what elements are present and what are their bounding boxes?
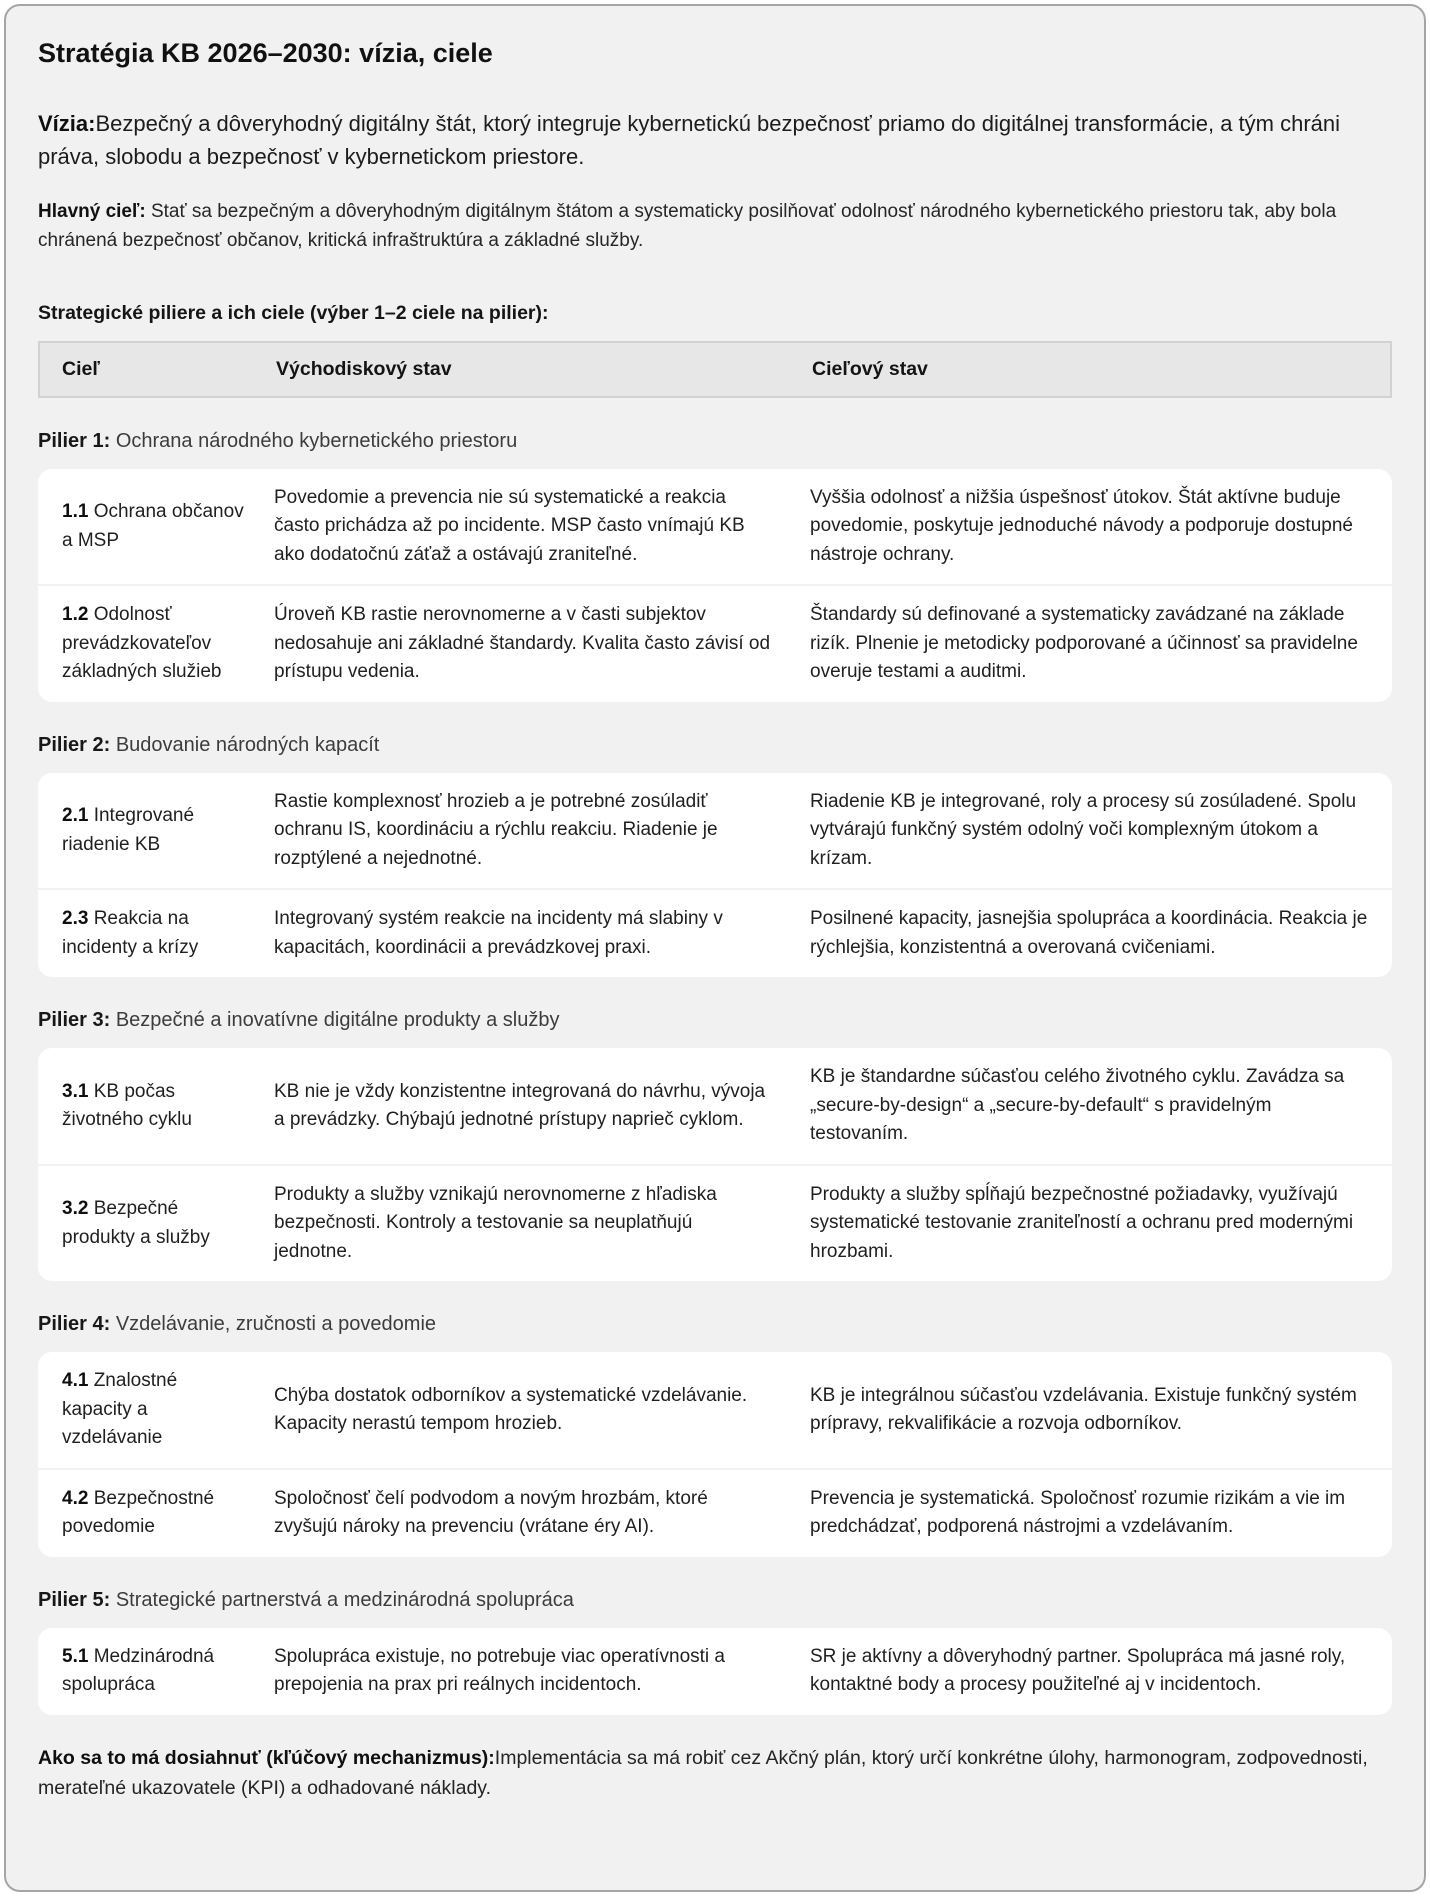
pillar-section-label <box>38 430 1392 453</box>
table-row <box>38 584 1392 702</box>
pillar-title: Bezpečné a inovatívne digitálne produkty a služby <box>115 1009 560 1032</box>
header-cell-target: Cieľový stav <box>812 357 928 380</box>
pillar-group <box>38 1628 1392 1715</box>
goal-id: 1.1 <box>62 501 89 523</box>
baseline-cell: Chýba dostatok odborníkov a systematické vzdelávanie. Kapacity nerastú tempom hrozieb. <box>274 1384 748 1435</box>
target-cell: KB je integrálnou súčasťou vzdelávania. Existuje funkčný systém prípravy, rekvalifikácie a rozvoja odborníkov. <box>810 1384 1357 1435</box>
pillar-group <box>38 773 1392 978</box>
goal-cell <box>62 601 274 687</box>
main-goal-paragraph <box>38 197 1392 256</box>
pillar-group <box>38 1352 1392 1557</box>
table-row <box>38 888 1392 977</box>
goal-id: 3.2 <box>62 1198 89 1220</box>
vision-text: Bezpečný a dôveryhodný digitálny štát, ktorý integruje kybernetickú bezpečnosť priamo do digitálnej transformácie, a tým chráni práva, slobodu a bezpečnosť v kybernetickom priestore. <box>38 111 1341 169</box>
goal-name: Odolnosť prevádzkovateľov základných služieb <box>62 604 222 683</box>
table-row <box>38 1352 1392 1468</box>
goal-id: 5.1 <box>62 1645 89 1667</box>
goal-id: 4.1 <box>62 1370 89 1392</box>
goal-id: 2.1 <box>62 805 89 827</box>
main-goal-label: Hlavný cieľ: <box>38 201 146 222</box>
key-mechanism-paragraph <box>38 1743 1392 1803</box>
table-row <box>38 1468 1392 1557</box>
pillar-number-label: Pilier 5: <box>38 1588 111 1611</box>
goal-name: Integrované riadenie KB <box>62 805 195 855</box>
goal-name: Bezpečnostné povedomie <box>62 1487 215 1538</box>
pillar-number-label: Pilier 1: <box>38 429 111 452</box>
target-cell: Vyššia odolnosť a nižšia úspešnosť útokov. Štát aktívne buduje povedomie, poskytuje jednoduché návody a podporuje dostupné nástroje ochrany. <box>810 486 1353 565</box>
goal-id: 2.3 <box>62 908 89 930</box>
goal-id: 1.2 <box>62 604 89 626</box>
goal-id: 4.2 <box>62 1487 89 1509</box>
table-row <box>38 773 1392 889</box>
vision-paragraph <box>38 107 1392 173</box>
goal-cell <box>62 1367 274 1453</box>
pillar-section-label <box>38 1009 1392 1032</box>
baseline-cell: Spolupráca existuje, no potrebuje viac operatívnosti a prepojenia na prax pri reálnych incidentoch. <box>274 1645 725 1696</box>
target-cell: KB je štandardne súčasťou celého životného cyklu. Zavádza sa „secure-by-design“ a „secure-by-default“ s pravidelným testovaním. <box>810 1066 1345 1145</box>
pillar-group <box>38 1048 1392 1281</box>
goal-cell <box>62 1485 274 1542</box>
pillar-number-label: Pilier 4: <box>38 1313 111 1336</box>
goal-name: Bezpečné produkty a služby <box>62 1198 210 1248</box>
baseline-cell: Produkty a služby vznikajú nerovnomerne z hľadiska bezpečnosti. Kontroly a testovanie sa neuplatňujú jednotne. <box>274 1183 717 1262</box>
table-header-row <box>38 341 1392 398</box>
key-mechanism-text: Implementácia sa má robiť cez Akčný plán, ktorý určí konkrétne úlohy, harmonogram, zodpovednosti, merateľné ukazovatele (KPI) a odhadované náklady. <box>38 1746 1368 1800</box>
goal-cell <box>62 802 274 859</box>
pillar-section-label <box>38 1313 1392 1336</box>
target-cell: Prevencia je systematická. Spoločnosť rozumie rizikám a vie im predchádzať, podporená nástrojmi a vzdelávaním. <box>810 1487 1346 1538</box>
key-mechanism-label: Ako sa to má dosiahnuť (kľúčový mechanizmus): <box>38 1746 495 1769</box>
goal-name: Znalostné kapacity a vzdelávanie <box>62 1370 178 1449</box>
table-row <box>38 1164 1392 1282</box>
pillar-title: Strategické partnerstvá a medzinárodná spolupráca <box>115 1588 574 1611</box>
pillar-title: Ochrana národného kybernetického priestoru <box>115 429 518 452</box>
baseline-cell: Rastie komplexnosť hrozieb a je potrebné zosúladiť ochranu IS, koordináciu a rýchlu reakciu. Riadenie je rozptýlené a nejednotné. <box>274 790 718 869</box>
table-row <box>38 1628 1392 1715</box>
pillar-title: Vzdelávanie, zručnosti a povedomie <box>115 1313 437 1336</box>
pillar-number-label: Pilier 2: <box>38 733 111 756</box>
goal-name: Medzinárodná spolupráca <box>62 1645 215 1696</box>
strategy-document-card <box>4 4 1426 1892</box>
baseline-cell: Úroveň KB rastie nerovnomerne a v časti subjektov nedosahuje ani základné štandardy. Kvalita často závisí od prístupu vedenia. <box>274 604 771 683</box>
header-cell-baseline: Východiskový stav <box>276 357 452 380</box>
table-row <box>38 1048 1392 1164</box>
pillar-number-label: Pilier 3: <box>38 1009 111 1032</box>
pillar-section-label <box>38 734 1392 757</box>
target-cell: Produkty a služby spĺňajú bezpečnostné požiadavky, využívajú systematické testovanie zraniteľností a ochranu pred modernými hrozbami. <box>810 1183 1354 1262</box>
goal-cell <box>62 1643 274 1700</box>
goal-id: 3.1 <box>62 1080 89 1102</box>
goal-name: Reakcia na incidenty a krízy <box>62 908 199 958</box>
goal-name: Ochrana občanov a MSP <box>62 501 244 551</box>
pillar-group <box>38 469 1392 702</box>
main-goal-text: Stať sa bezpečným a dôveryhodným digitálnym štátom a systematicky posilňovať odolnosť národného kybernetického priestoru tak, aby bola chránená bezpečnosť občanov, kritická infraštruktúra a základné služby. <box>38 201 1337 252</box>
header-cell-goal: Cieľ <box>62 357 100 380</box>
target-cell: Riadenie KB je integrované, roly a procesy sú zosúladené. Spolu vytvárajú funkčný systém odolný voči komplexným útokom a krízam. <box>810 790 1357 869</box>
page-title: Stratégia KB 2026–2030: vízia, ciele <box>38 38 493 68</box>
target-cell: Posilnené kapacity, jasnejšia spolupráca a koordinácia. Reakcia je rýchlejšia, konzistentná a overovaná cvičeniami. <box>810 908 1368 958</box>
baseline-cell: Integrovaný systém reakcie na incidenty má slabiny v kapacitách, koordinácii a prevádzkovej praxi. <box>274 908 723 958</box>
target-cell: Štandardy sú definované a systematicky zavádzané na základe rizík. Plnenie je metodicky podporované a účinnosť sa pravidelne overuje testami a auditmi. <box>810 604 1358 683</box>
baseline-cell: Spoločnosť čelí podvodom a novým hrozbám, ktoré zvyšujú nároky na prevenciu (vrátane éry AI). <box>274 1487 708 1538</box>
goal-cell <box>62 905 274 962</box>
target-cell: SR je aktívny a dôveryhodný partner. Spolupráca má jasné roly, kontaktné body a procesy použiteľné aj v incidentoch. <box>810 1645 1346 1696</box>
goal-cell <box>62 1078 274 1135</box>
pillars-heading: Strategické piliere a ich ciele (výber 1–2 ciele na pilier): <box>38 301 549 324</box>
table-row <box>38 469 1392 585</box>
baseline-cell: KB nie je vždy konzistentne integrovaná do návrhu, vývoja a prevádzky. Chýbajú jednotné prístupy naprieč cyklom. <box>274 1080 766 1131</box>
vision-label: Vízia: <box>38 111 96 136</box>
goal-name: KB počas životného cyklu <box>62 1080 192 1131</box>
pillar-section-label <box>38 1589 1392 1612</box>
goal-cell <box>62 1195 274 1252</box>
goal-cell <box>62 498 274 555</box>
baseline-cell: Povedomie a prevencia nie sú systematické a reakcia často prichádza až po incidente. MSP často vnímajú KB ako dodatočnú záťaž a ostávajú zraniteľné. <box>274 486 745 565</box>
pillar-title: Budovanie národných kapacít <box>115 733 380 756</box>
